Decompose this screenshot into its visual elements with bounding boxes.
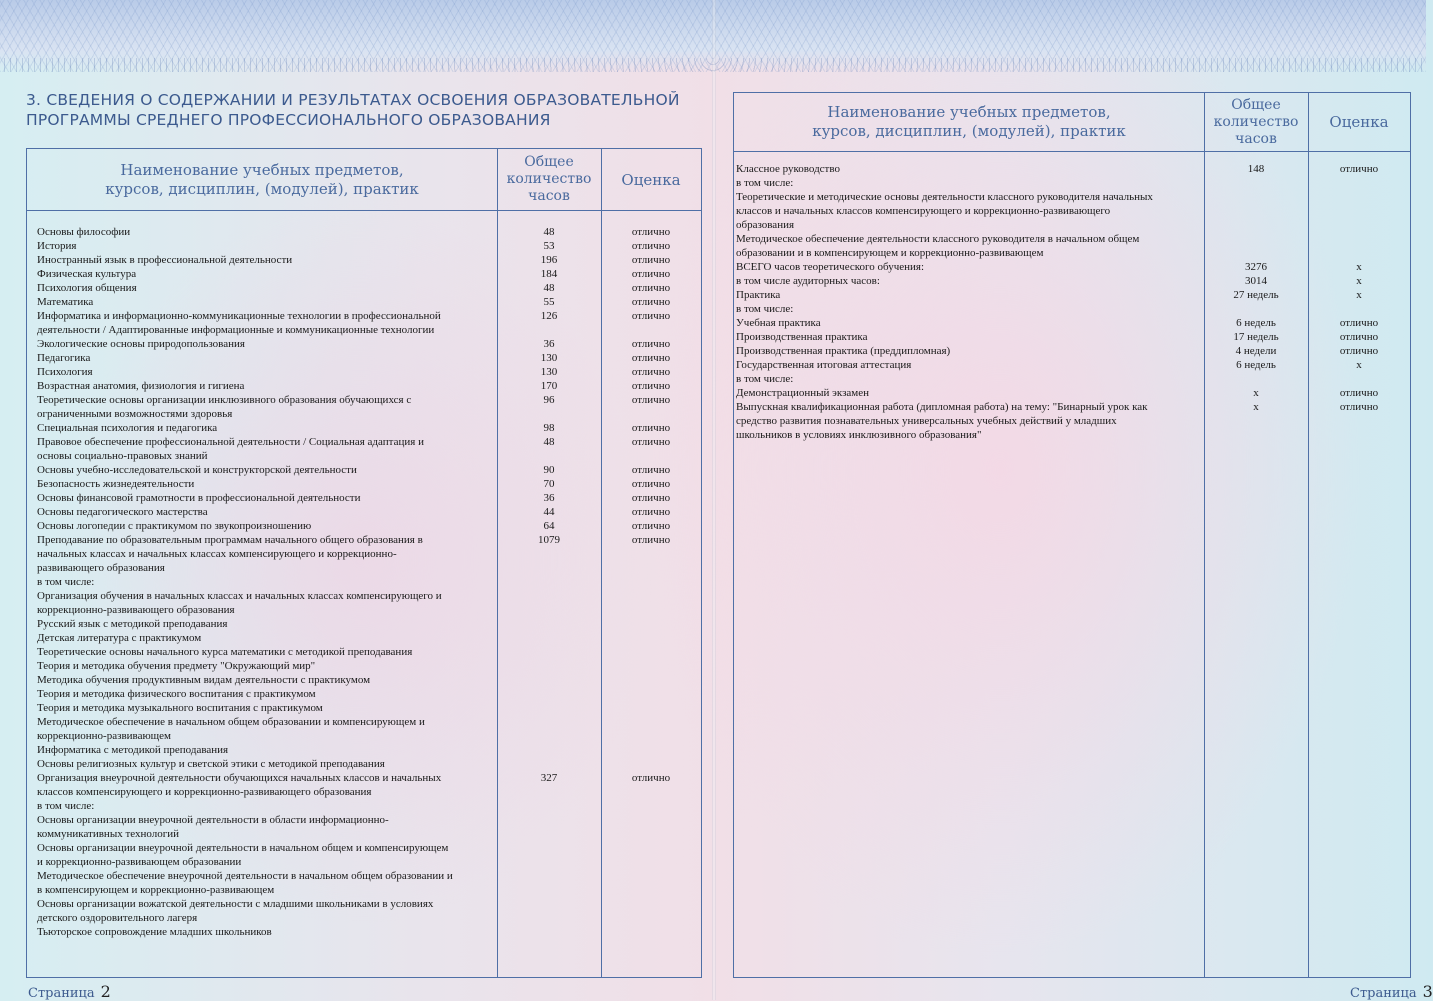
subject-cell: Правовое обеспечение профессиональной деятельности / Социальная адаптация и основы социально-правовых знаний xyxy=(37,436,424,462)
table-row xyxy=(734,260,1410,274)
subject-cell: Теоретические основы начального курса математики с методикой преподавания xyxy=(37,646,413,658)
hours-cell: 55 xyxy=(543,296,555,308)
subject-cell: Теоретические и методические основы деятельности классного руководителя начальных классов и начальных классов компенсирующего и коррекционно-развивающего образования xyxy=(736,191,1153,231)
hours-cell: 48 xyxy=(543,226,555,238)
grade-cell: отлично xyxy=(631,352,671,364)
table-row xyxy=(27,477,701,491)
subject-cell: Основы организации вожатской деятельности с младшими школьниками в условиях детского оздоровительного лагеря xyxy=(37,898,434,924)
table-row xyxy=(734,386,1410,400)
grade-cell: отлично xyxy=(631,240,671,252)
hours-cell: 90 xyxy=(543,464,555,476)
table-row xyxy=(734,302,1410,316)
table-row xyxy=(734,190,1410,232)
hours-cell: 48 xyxy=(543,282,555,294)
subject-cell: Экологические основы природопользования xyxy=(37,338,245,350)
header-subject: Наименование учебных предметов, курсов, дисциплин, (модулей), практик xyxy=(105,160,419,198)
grade-cell: отлично xyxy=(631,422,671,434)
grade-cell: отлично xyxy=(1339,345,1379,357)
subject-cell: Теория и методика обучения предмету "Окружающий мир" xyxy=(37,660,316,672)
subject-cell: Методика обучения продуктивным видам деятельности с практикумом xyxy=(37,674,371,686)
subject-cell: Теоретические основы организации инклюзивного образования обучающихся с ограниченными возможностями здоровья xyxy=(37,394,412,420)
subject-cell: Русский язык с методикой преподавания xyxy=(37,618,228,630)
table-row xyxy=(27,533,701,575)
grade-cell: отлично xyxy=(631,506,671,518)
subject-cell: Основы организации внеурочной деятельности в начальном общем и компенсирующем и коррекционно-развивающем образовании xyxy=(37,842,449,868)
grade-cell: отлично xyxy=(631,464,671,476)
subject-cell: Основы религиозных культур и светской этики с методикой преподавания xyxy=(37,758,385,770)
subject-cell: История xyxy=(37,240,77,252)
subject-cell: Организация внеурочной деятельности обучающихся начальных классов и начальных классов компенсирующего и коррекционно-развивающего образования xyxy=(37,772,442,798)
hours-cell: 130 xyxy=(540,366,558,378)
hours-cell: 148 xyxy=(1247,163,1265,175)
subject-cell: Преподавание по образовательным программам начального общего образования в начальных классах и начальных классах компенсирующего и коррекционно- развивающего образования xyxy=(37,534,423,574)
table-row xyxy=(27,505,701,519)
grade-cell: отлично xyxy=(631,254,671,266)
grade-cell: отлично xyxy=(631,268,671,280)
table-row xyxy=(734,344,1410,358)
grade-cell: отлично xyxy=(631,772,671,784)
grade-cell: отлично xyxy=(1339,401,1379,413)
subject-cell: в том числе: xyxy=(736,303,794,315)
hours-cell: 17 недель xyxy=(1233,331,1279,343)
grade-cell: отлично xyxy=(1339,317,1379,329)
hours-cell: 64 xyxy=(543,520,555,532)
subject-cell: Методическое обеспечение в начальном общем образовании и компенсирующем и коррекционно-развивающем xyxy=(37,716,425,742)
grade-cell: отлично xyxy=(631,310,671,322)
grade-cell: отлично xyxy=(631,478,671,490)
grade-cell: х xyxy=(1356,275,1362,287)
table-row xyxy=(27,575,701,589)
table-row xyxy=(734,316,1410,330)
table-row xyxy=(27,869,701,897)
table-row xyxy=(27,771,701,799)
hours-cell: 126 xyxy=(540,310,558,322)
grade-cell: отлично xyxy=(631,436,671,448)
table-row xyxy=(734,372,1410,386)
hours-cell: 96 xyxy=(543,394,555,406)
grade-cell: отлично xyxy=(631,520,671,532)
page-number: 2 xyxy=(100,982,111,1001)
header-hours: Общее количество часов xyxy=(1213,96,1299,147)
table-row xyxy=(27,925,701,939)
table-row xyxy=(27,813,701,841)
header-divider xyxy=(27,210,701,211)
table-row xyxy=(734,176,1410,190)
table-row xyxy=(27,309,701,337)
grade-cell: отлично xyxy=(631,366,671,378)
subject-cell: Психология xyxy=(37,366,93,378)
grade-cell: х xyxy=(1356,359,1362,371)
subject-cell: Производственная практика xyxy=(736,331,868,343)
section-title: 3. СВЕДЕНИЯ О СОДЕРЖАНИИ И РЕЗУЛЬТАТАХ ОСВОЕНИЯ ОБРАЗОВАТЕЛЬНОЙ ПРОГРАММЫ СРЕДНЕГО ПРОФЕССИОНАЛЬНОГО ОБРАЗОВАНИЯ xyxy=(26,91,680,129)
table-row xyxy=(27,351,701,365)
grade-cell: отлично xyxy=(1339,331,1379,343)
header-divider xyxy=(734,151,1410,152)
grade-cell: отлично xyxy=(1339,163,1379,175)
hours-cell: 196 xyxy=(540,254,558,266)
table-row xyxy=(27,757,701,771)
table-row xyxy=(27,687,701,701)
subject-cell: ВСЕГО часов теоретического обучения: xyxy=(736,261,925,273)
subject-cell: Психология общения xyxy=(37,282,137,294)
subject-cell: Информатика и информационно-коммуникационные технологии в профессиональной деятельности / Адаптированные информационные и коммуникационные технологии xyxy=(37,310,441,336)
table-row xyxy=(734,358,1410,372)
subject-cell: Тьюторское сопровождение младших школьников xyxy=(37,926,272,938)
subject-cell: Информатика с методикой преподавания xyxy=(37,744,229,756)
hours-cell: х xyxy=(1253,387,1259,399)
hours-cell: 6 недель xyxy=(1236,359,1276,371)
table-row xyxy=(734,232,1410,260)
table-row xyxy=(27,673,701,687)
page-number-right xyxy=(1350,982,1433,1001)
hours-cell: 4 недели xyxy=(1235,345,1277,357)
hours-cell: х xyxy=(1253,401,1259,413)
header-subject: Наименование учебных предметов, курсов, дисциплин, (модулей), практик xyxy=(812,103,1126,140)
subject-cell: Физическая культура xyxy=(37,268,137,280)
subject-cell: Методическое обеспечение внеурочной деятельности в начальном общем образовании и в компенсирующем и коррекционно-развивающем xyxy=(37,870,453,896)
table-row xyxy=(27,365,701,379)
subject-cell: Специальная психология и педагогика xyxy=(37,422,218,434)
page-fold xyxy=(712,0,716,1000)
hours-cell: 3276 xyxy=(1245,261,1267,273)
table-row xyxy=(27,253,701,267)
hours-cell: 53 xyxy=(543,240,555,252)
table-row xyxy=(27,645,701,659)
hours-cell: 184 xyxy=(540,268,558,280)
table-row xyxy=(27,239,701,253)
subject-cell: Основы финансовой грамотности в профессиональной деятельности xyxy=(37,492,361,504)
table-row xyxy=(27,379,701,393)
hours-cell: 70 xyxy=(543,478,555,490)
subject-cell: Учебная практика xyxy=(736,317,821,329)
hours-cell: 170 xyxy=(540,380,558,392)
subject-cell: Методическое обеспечение деятельности классного руководителя в начальном общем образовании и в компенсирующем и коррекционно-развивающем xyxy=(736,233,1140,259)
subject-cell: Государственная итоговая аттестация xyxy=(736,359,912,371)
table-row xyxy=(27,463,701,477)
table-row xyxy=(27,841,701,869)
subject-cell: Организация обучения в начальных классах и начальных классах компенсирующего и коррекционно-развивающего образования xyxy=(37,590,442,616)
grade-cell: отлично xyxy=(631,226,671,238)
table-row xyxy=(27,743,701,757)
subject-cell: Возрастная анатомия, физиология и гигиена xyxy=(37,380,245,392)
grade-cell: отлично xyxy=(631,492,671,504)
subject-cell: Математика xyxy=(37,296,94,308)
hours-cell: 3014 xyxy=(1245,275,1267,287)
subject-cell: Детская литература с практикумом xyxy=(37,632,202,644)
table-row xyxy=(27,225,701,239)
table-row xyxy=(27,337,701,351)
subject-cell: Производственная практика (преддипломная) xyxy=(736,345,951,357)
subject-cell: в том числе аудиторных часов: xyxy=(736,275,880,287)
right-rows xyxy=(734,162,1410,442)
table-row xyxy=(27,421,701,435)
subject-cell: в том числе: xyxy=(736,373,794,385)
header-grade: Оценка xyxy=(1329,113,1389,131)
hours-cell: 36 xyxy=(543,338,555,350)
grade-cell: отлично xyxy=(631,338,671,350)
table-row xyxy=(27,659,701,673)
subject-cell: Демонстрационный экзамен xyxy=(736,387,870,399)
table-row xyxy=(734,162,1410,176)
grade-cell: х xyxy=(1356,289,1362,301)
subject-cell: Основы организации внеурочной деятельности в области информационно- коммуникативных технологий xyxy=(37,814,389,840)
grade-cell: отлично xyxy=(631,534,671,546)
table-row xyxy=(27,281,701,295)
page-number: 3 xyxy=(1422,982,1433,1001)
subject-cell: Основы учебно-исследовательской и конструкторской деятельности xyxy=(37,464,357,476)
right-results-table xyxy=(733,92,1411,978)
hours-cell: 1079 xyxy=(538,534,560,546)
grade-cell: отлично xyxy=(631,394,671,406)
table-row xyxy=(27,491,701,505)
table-row xyxy=(27,631,701,645)
hours-cell: 44 xyxy=(543,506,555,518)
hours-cell: 98 xyxy=(543,422,555,434)
subject-cell: Основы логопедии с практикумом по звукопроизношению xyxy=(37,520,312,532)
subject-cell: Практика xyxy=(736,289,781,301)
table-row xyxy=(27,435,701,463)
grade-cell: отлично xyxy=(631,296,671,308)
table-row xyxy=(27,295,701,309)
table-row xyxy=(27,617,701,631)
table-row xyxy=(27,715,701,743)
grade-cell: отлично xyxy=(631,380,671,392)
table-row xyxy=(27,393,701,421)
subject-cell: Безопасность жизнедеятельности xyxy=(37,478,195,490)
header-hours: Общее количество часов xyxy=(506,154,592,204)
subject-cell: Основы философии xyxy=(37,226,131,238)
subject-cell: Теория и методика физического воспитания с практикумом xyxy=(37,688,316,700)
table-row xyxy=(734,274,1410,288)
grade-cell: х xyxy=(1356,261,1362,273)
table-row xyxy=(734,288,1410,302)
page-label: Страница xyxy=(28,986,95,1001)
page-label: Страница xyxy=(1350,986,1417,1001)
header-grade: Оценка xyxy=(621,170,681,189)
subject-cell: Теория и методика музыкального воспитания с практикумом xyxy=(37,702,323,714)
table-row xyxy=(27,799,701,813)
subject-cell: Основы педагогического мастерства xyxy=(37,506,208,518)
subject-cell: Иностранный язык в профессиональной деятельности xyxy=(37,254,293,266)
left-rows xyxy=(27,225,701,939)
table-row xyxy=(27,589,701,617)
table-row xyxy=(734,330,1410,344)
hours-cell: 327 xyxy=(540,772,558,784)
subject-cell: Выпускная квалификационная работа (дипломная работа) на тему: "Бинарный урок как средство развития познавательных универсальных учебных действий у младших школьников в условиях инклюзивного образования" xyxy=(736,401,1148,441)
table-row xyxy=(734,400,1410,442)
subject-cell: в том числе: xyxy=(37,576,95,588)
table-row xyxy=(27,519,701,533)
left-results-table xyxy=(26,148,702,978)
grade-cell: отлично xyxy=(1339,387,1379,399)
hours-cell: 6 недель xyxy=(1236,317,1276,329)
subject-cell: Классное руководство xyxy=(736,163,840,175)
grade-cell: отлично xyxy=(631,282,671,294)
subject-cell: в том числе: xyxy=(37,800,95,812)
table-row xyxy=(27,897,701,925)
subject-cell: в том числе: xyxy=(736,177,794,189)
page-number-left xyxy=(28,982,111,1001)
table-row xyxy=(27,701,701,715)
hours-cell: 27 недель xyxy=(1233,289,1279,301)
hours-cell: 48 xyxy=(543,436,555,448)
hours-cell: 36 xyxy=(543,492,555,504)
table-row xyxy=(27,267,701,281)
hours-cell: 130 xyxy=(540,352,558,364)
subject-cell: Педагогика xyxy=(37,352,91,364)
